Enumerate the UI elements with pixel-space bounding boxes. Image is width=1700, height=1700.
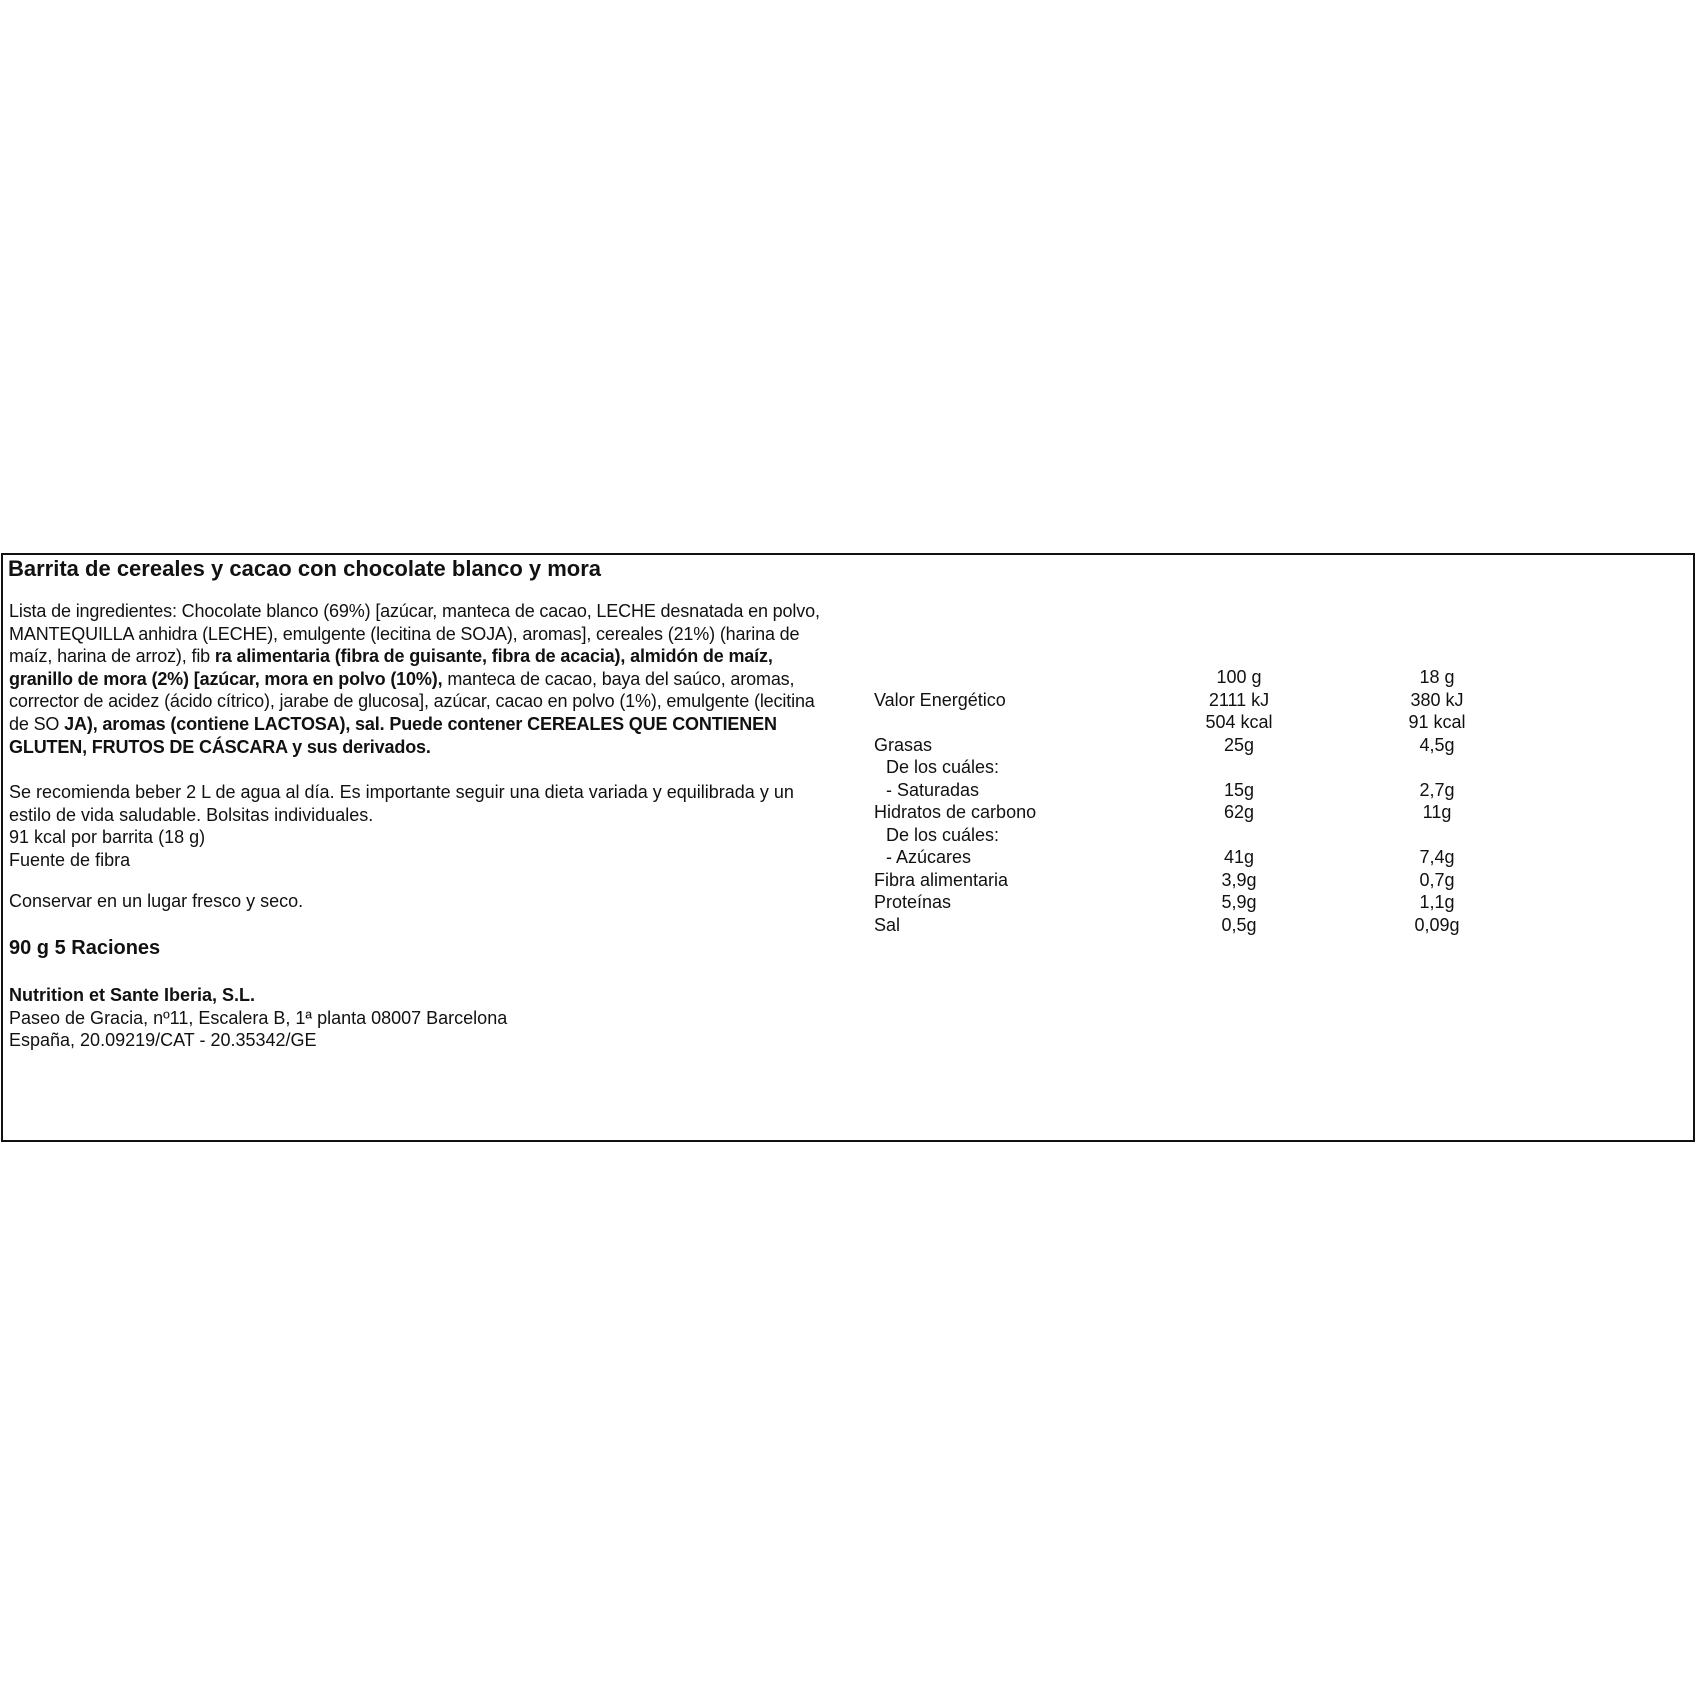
nutrient-name: Hidratos de carbono <box>874 802 1037 822</box>
nutrition-row <box>874 914 1534 937</box>
ingredients-text-3: manteca de cacao, baya del saúco, aromas, corrector de acidez (ácido cítrico), jarabe de glucosa], azúcar, cacao en polvo (1%), emulgente (lecitina de SO <box>9 668 815 734</box>
nutrition-row <box>874 824 1534 847</box>
nutrition-row <box>874 711 1534 734</box>
nutrient-name: De los cuáles: <box>886 824 1000 845</box>
nutrient-value-100g: 3,9g <box>1221 869 1257 890</box>
nutrient-value-100g: 2111 kJ <box>1208 689 1270 710</box>
ingredients-text-1: Lista de ingredientes: Chocolate blanco (69%) [azúcar, manteca de cacao, LECHE desnatada en polvo, MANTEQUILLA anhidra (LECHE), emulgente (lecitina de SOJA), aromas], cereales (21%) (harina de maíz, harina de arroz), fib <box>9 601 820 667</box>
nutrient-name: Grasas <box>874 734 933 755</box>
nutrient-value-serving: 2,7g <box>1419 779 1455 800</box>
nutrient-name: Proteínas <box>874 892 952 912</box>
nutrient-value-serving: 4,5g <box>1419 734 1455 755</box>
nutrient-value-serving: 380 kJ <box>1410 689 1464 710</box>
nutrient-name: - Azúcares <box>886 847 972 867</box>
nutrient-value-serving: 1,1g <box>1419 892 1455 912</box>
nutrient-name: Fibra alimentaria <box>874 869 1009 890</box>
nutrient-value-100g: 0,5g <box>1221 914 1257 935</box>
nutrition-row <box>874 846 1534 869</box>
nutrition-row <box>874 779 1534 802</box>
nutrition-row <box>874 734 1534 757</box>
nutrition-row <box>874 756 1534 779</box>
nutrient-value-100g: 41g <box>1223 847 1255 867</box>
header-per-100g: 100 g <box>1216 667 1262 687</box>
ingredients-text-2: ra alimentaria (fibra de guisante, fibra de acacia), almidón de maíz, granillo de mora (2%) [azúcar, mora en polvo (10%), <box>9 646 773 689</box>
nutrition-row <box>874 689 1534 712</box>
nutrient-value-serving: 91 kcal <box>1408 712 1466 732</box>
nutrient-value-100g: 504 kcal <box>1205 712 1273 732</box>
fiber-claim: Fuente de fibra <box>9 849 131 870</box>
nutrient-value-serving: 7,4g <box>1419 847 1455 867</box>
ingredients-text-4: JA), aromas (contiene LACTOSA), sal. Puede contener CEREALES QUE CONTIENEN GLUTEN, FRUTOS DE CÁSCARA y sus derivados. <box>9 713 777 757</box>
nutrient-value-100g: 25g <box>1223 734 1255 755</box>
nutrient-name: - Saturadas <box>886 779 980 800</box>
nutrition-row <box>874 869 1534 892</box>
product-title: Barrita de cereales y cacao con chocolate blanco y mora <box>8 556 602 581</box>
nutrition-row <box>874 801 1534 824</box>
nutrition-row <box>874 891 1534 914</box>
header-per-serving: 18 g <box>1419 667 1455 687</box>
nutrient-value-serving: 0,09g <box>1414 914 1460 935</box>
nutrient-name: Valor Energético <box>874 689 1006 710</box>
product-info-column <box>9 600 829 1052</box>
company-registration: España, 20.09219/CAT - 20.35342/GE <box>9 1030 317 1051</box>
nutrient-value-100g: 5,9g <box>1221 892 1257 912</box>
advice-text: Se recomienda beber 2 L de agua al día. Es importante seguir una dieta variada y equilibrada y un estilo de vida saludable. Bolsitas individuales. <box>9 782 794 825</box>
nutrient-value-100g: 62g <box>1223 802 1255 822</box>
nutrient-name: De los cuáles: <box>886 757 1000 777</box>
nutrition-header-row <box>874 666 1534 689</box>
kcal-per-bar: 91 kcal por barrita (18 g) <box>9 827 206 848</box>
nutrient-value-serving: 11g <box>1422 802 1452 822</box>
nutrient-name: Sal <box>874 914 901 935</box>
nutrient-value-100g: 15g <box>1223 779 1255 800</box>
company-name: Nutrition et Sante Iberia, S.L. <box>9 985 256 1006</box>
ingredients-list <box>9 600 829 758</box>
company-address: Paseo de Gracia, nº11, Escalera B, 1ª planta 08007 Barcelona <box>9 1007 508 1028</box>
net-content: 90 g 5 Raciones <box>9 937 161 960</box>
nutrition-table <box>874 666 1534 936</box>
storage-instructions: Conservar en un lugar fresco y seco. <box>9 890 304 911</box>
nutrient-value-serving: 0,7g <box>1419 869 1455 890</box>
